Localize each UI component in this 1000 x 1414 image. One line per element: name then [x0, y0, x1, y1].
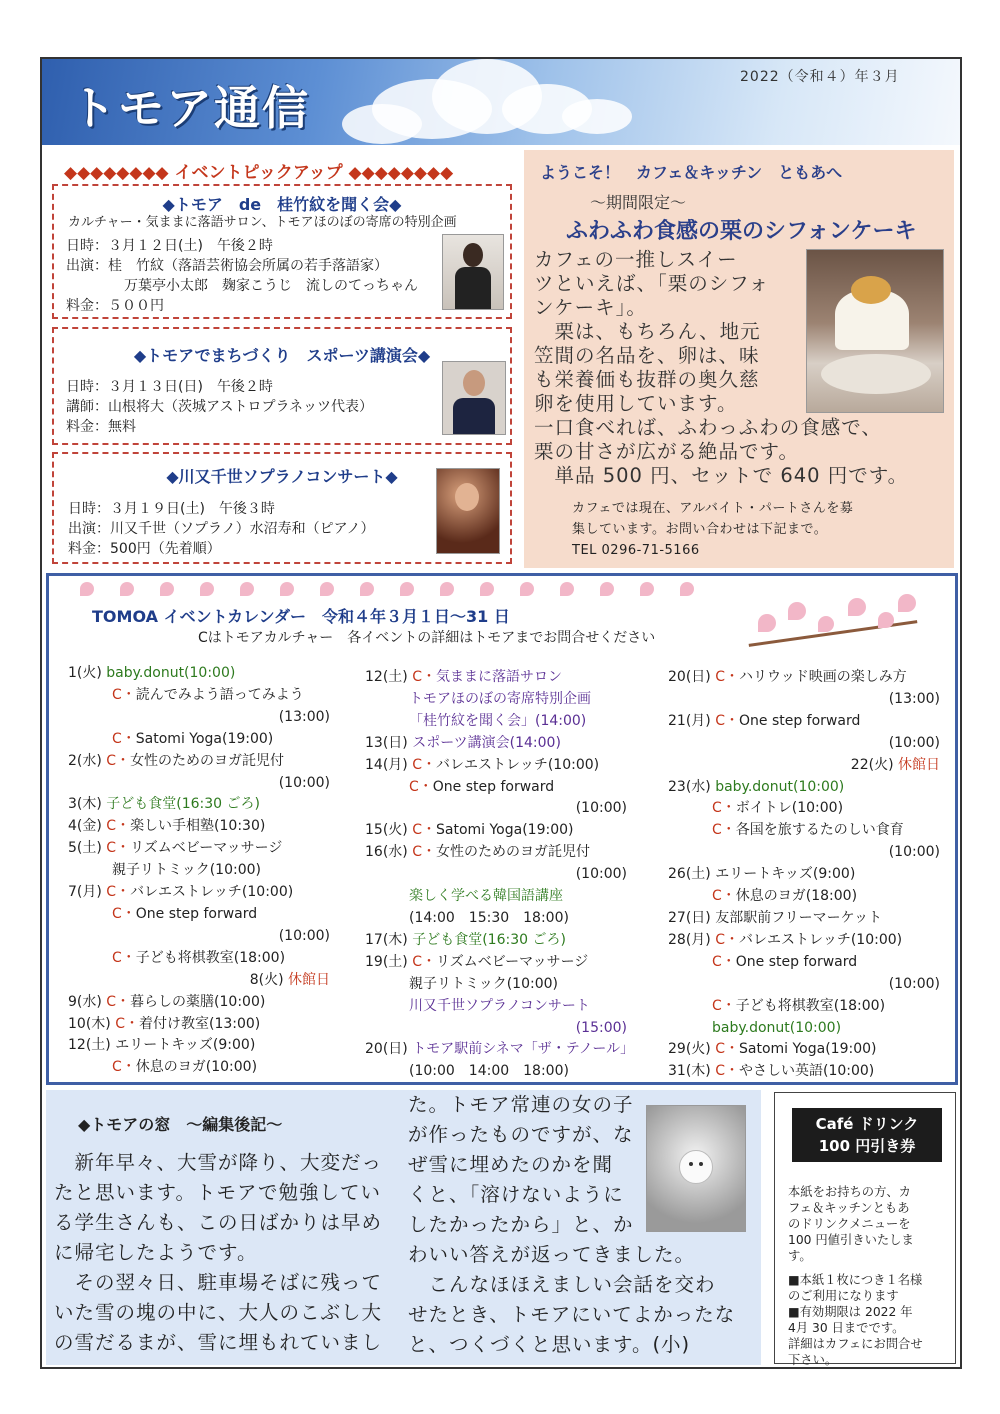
calendar-entry — [668, 667, 940, 689]
calendar-entry — [668, 798, 940, 820]
calendar-day: 20(日) — [668, 669, 716, 685]
calendar-entry — [68, 838, 330, 860]
calendar-event-text: (10:00) — [888, 734, 940, 751]
calendar-entry — [365, 908, 627, 930]
calendar-event-text: (10:00) — [888, 975, 940, 992]
calendar-entry — [68, 751, 330, 773]
calendar-day: 21(月) — [668, 712, 716, 729]
sakura-border — [80, 582, 700, 596]
calendar-entry — [68, 707, 330, 729]
calendar-entry — [365, 798, 627, 820]
calendar-entry — [68, 882, 330, 904]
culture-mark: C・ — [106, 752, 131, 769]
calendar-event-text: バレエストレッチ(10:00) — [435, 756, 600, 773]
calendar-entry — [68, 926, 330, 948]
event-lecturer: 講師：山根将大（茨城アストロプラネッツ代表） — [66, 399, 374, 415]
calendar-event-text: 各国を旅するたのしい食育 — [735, 822, 904, 839]
calendar-entry — [668, 733, 940, 755]
calendar-entry — [668, 886, 940, 908]
calendar-entry — [668, 974, 940, 996]
calendar-entry — [68, 816, 330, 838]
culture-mark: C・ — [106, 884, 131, 901]
calendar-event-text: (10:00) — [888, 844, 940, 861]
event-fee: 料金：500円（先着順） — [68, 541, 221, 557]
calendar-day: 19(土) — [365, 953, 413, 970]
calendar-event-text: 楽しい手相塾(10:30) — [130, 818, 266, 835]
calendar-event-text: 「桂竹紋を聞く会」(14:00) — [409, 712, 587, 729]
cafe-limited: ～期間限定～ — [590, 193, 687, 212]
event-box-sports — [52, 327, 512, 445]
calendar-entry — [68, 1014, 330, 1036]
calendar-entry — [68, 860, 330, 882]
editorial-left-text: 新年早々、大雪が降り、大変だっ たと思います。トモアで勉強してい る学生さんも、この日ばかりは早め に帰宅したようです。 その翌々日、駐車場そばに残って いた雪の塊の中に、大人のこぶし大 の雪だるまが、雪に埋もれていまし — [54, 1151, 383, 1354]
calendar-event-text: baby.donut(10:00) — [106, 665, 236, 681]
culture-mark: C・ — [112, 949, 136, 966]
calendar-entry — [68, 1035, 330, 1057]
culture-mark: C・ — [112, 730, 136, 747]
culture-mark: C・ — [112, 1059, 136, 1076]
newsletter-title: トモア通信 — [70, 81, 310, 135]
calendar-day: 4(金) — [68, 818, 107, 835]
culture-mark: C・ — [106, 840, 131, 857]
calendar-entry — [68, 794, 330, 816]
calendar-column-2 — [365, 667, 635, 1083]
calendar-entry — [668, 777, 940, 799]
calendar-entry — [365, 733, 627, 755]
cafe-title: ふわふわ食感の栗のシフォンケーキ — [566, 219, 917, 244]
calendar-event-text: リズムベビーマッサージ — [435, 953, 589, 970]
calendar-entry — [668, 711, 940, 733]
calendar-event-text: Satomi Yoga(19:00) — [738, 1041, 877, 1058]
culture-mark: C・ — [715, 669, 739, 685]
calendar-day: 1(火) — [68, 665, 107, 681]
cafe-heading: ようこそ！ カフェ＆キッチン ともあへ — [540, 163, 843, 182]
calendar-event-text: 休館日 — [898, 756, 940, 773]
calendar-day: 5(土) — [68, 840, 107, 857]
calendar-entry — [365, 996, 627, 1018]
calendar-event-text: (10:00) — [575, 866, 627, 883]
calendar-event-text: 女性のためのヨガ託児付 — [130, 752, 285, 769]
culture-mark: C・ — [412, 822, 436, 839]
calendar-event-text: (10:00) — [278, 927, 330, 944]
calendar-event-text: 着付け教室(13:00) — [138, 1015, 261, 1032]
event-title: ◆トモアでまちづくり スポーツ講演会◆ — [133, 346, 431, 365]
issue-date: 2022（令和４）年３月 — [740, 69, 900, 85]
calendar-day: 14(月) — [365, 756, 413, 773]
calendar-day: 27(日) — [668, 909, 716, 926]
calendar-day: 10(木) — [68, 1015, 116, 1032]
calendar-event-text: One step forward — [135, 905, 258, 922]
calendar-entry — [365, 820, 627, 842]
calendar-event-text: (10:00) — [278, 774, 330, 791]
calendar-entry — [668, 864, 940, 886]
calendar-day: 2(水) — [68, 752, 107, 769]
event-title: ◆トモア de 桂竹紋を聞く会◆ — [162, 195, 402, 214]
calendar-entry — [668, 996, 940, 1018]
pickup-heading: ◆◆◆◆◆◆◆◆ イベントピックアップ ◆◆◆◆◆◆◆◆ — [64, 163, 454, 183]
calendar-event-text: エリートキッズ(9:00) — [715, 866, 856, 883]
calendar-entry — [365, 667, 627, 689]
event-box-rakugo — [52, 184, 512, 319]
calendar-entry — [668, 755, 940, 777]
calendar-event-text: トモア駅前シネマ「ザ・テノール」 — [412, 1041, 635, 1058]
event-date: 日時：３月１２日(土) 午後２時 — [66, 238, 273, 254]
culture-mark: C・ — [106, 993, 131, 1010]
calendar-entry — [365, 1018, 627, 1040]
calendar-column-3 — [668, 667, 940, 1083]
calendar-event-text: 読んでみよう語ってみよう — [135, 686, 304, 703]
calendar-day: 31(木) — [668, 1063, 716, 1080]
lecturer-photo — [442, 361, 506, 435]
event-cast-2: 万葉亭小太郎 麹家こうじ 流しのてっちゃん — [124, 278, 418, 294]
calendar-entry — [68, 773, 330, 795]
calendar-event-text: バレエストレッチ(10:00) — [130, 884, 294, 901]
calendar-day: 3(木) — [68, 796, 107, 813]
calendar-entry — [68, 729, 330, 751]
calendar-event-text: baby.donut(10:00) — [712, 1019, 842, 1036]
culture-mark: C・ — [712, 822, 736, 839]
calendar-entry — [68, 948, 330, 970]
calendar-entry — [668, 1018, 940, 1040]
calendar-event-text: ハリウッド映画の楽しみ方 — [738, 669, 907, 685]
calendar-entry — [668, 1039, 940, 1061]
calendar-event-text: Satomi Yoga(19:00) — [135, 730, 274, 747]
calendar-event-text: スポーツ講演会(14:00) — [412, 734, 561, 751]
culture-mark: C・ — [112, 686, 136, 703]
event-date: 日時：３月１３日(日) 午後２時 — [66, 379, 273, 395]
culture-mark: C・ — [412, 844, 436, 861]
calendar-event-text: 休息のヨガ(10:00) — [135, 1059, 258, 1076]
calendar-event-text: 気ままに落語サロン — [435, 669, 562, 685]
calendar-day: 29(火) — [668, 1041, 716, 1058]
calendar-entry — [668, 689, 940, 711]
editorial-title: ◆トモアの窓 ～編集後記～ — [78, 1115, 283, 1134]
calendar-entry — [365, 930, 627, 952]
calendar-event-text: (15:00) — [575, 1019, 627, 1036]
coupon-details: 本紙をお持ちの方、カ フェ＆キッチンともあ のドリンクメニューを 100 円値引きいたしま す。 ■本紙１枚につき１名様 のご利用になります ■有効期限は 2022 年 4月 30 日までです。 詳細はカフェにお問合せ 下さい。 — [788, 1185, 923, 1367]
calendar-event-text: 女性のためのヨガ託児付 — [435, 844, 590, 861]
culture-mark: C・ — [412, 953, 436, 970]
cafe-tel: TEL 0296-71-5166 — [572, 543, 700, 558]
calendar-entry — [68, 970, 330, 992]
calendar-event-text: エリートキッズ(9:00) — [115, 1037, 256, 1054]
calendar-entry — [365, 1061, 627, 1083]
calendar-event-text: (10:00) — [575, 800, 627, 817]
calendar-entry — [668, 820, 940, 842]
event-fee: 料金：５００円 — [66, 298, 164, 314]
calendar-event-text: 親子リトミック(10:00) — [409, 975, 558, 992]
event-box-concert — [52, 452, 512, 564]
calendar-day: 15(火) — [365, 822, 413, 839]
calendar-entry — [668, 1061, 940, 1083]
calendar-event-text: 子ども将棋教室(18:00) — [135, 949, 286, 966]
calendar-event-text: One step forward — [738, 712, 861, 729]
calendar-entry — [365, 842, 627, 864]
calendar-event-text: 川又千世ソプラノコンサート — [409, 997, 590, 1014]
calendar-entry — [365, 777, 627, 799]
calendar-day: 7(月) — [68, 884, 107, 901]
calendar-entry — [365, 689, 627, 711]
event-cast: 出演：桂 竹紋（落語芸術協会所属の若手落語家） — [66, 258, 388, 274]
calendar-day: 12(土) — [68, 1037, 116, 1054]
calendar-event-text: baby.donut(10:00) — [715, 778, 845, 795]
calendar-entry — [68, 904, 330, 926]
event-subtitle: カルチャー・気ままに落語サロン、トモアほのぼの寄席の特別企画 — [68, 215, 457, 230]
calendar-event-text: ボイトレ(10:00) — [735, 800, 844, 817]
calendar-event-text: やさしい英語(10:00) — [738, 1063, 875, 1080]
sakura-branch-decoration — [748, 592, 918, 652]
event-fee: 料金：無料 — [66, 419, 136, 435]
calendar-column-1 — [68, 663, 330, 1079]
calendar-entry — [668, 842, 940, 864]
calendar-entry — [68, 663, 330, 685]
calendar-entry — [365, 1039, 635, 1061]
calendar-day: 20(日) — [365, 1041, 413, 1058]
culture-mark: C・ — [715, 1041, 739, 1058]
calendar-event-text: 楽しく学べる韓国語講座 — [409, 888, 563, 905]
editorial-right-text: た。トモア常連の女の子 が作ったものですが、な ぜ雪に埋めたのかを聞 くと、「溶けないように したかったから」と、か — [408, 1093, 634, 1236]
culture-mark: C・ — [106, 818, 131, 835]
calendar-event-text: トモアほのぼの寄席特別企画 — [409, 690, 591, 707]
calendar-entry — [365, 755, 627, 777]
calendar-day: 23(水) — [668, 778, 716, 795]
calendar-subtitle: Cはトモアカルチャー 各イベントの詳細はトモアまでお問合せください — [198, 630, 656, 646]
calendar-event-text: 親子リトミック(10:00) — [112, 862, 261, 879]
calendar-event-text: バレエストレッチ(10:00) — [738, 931, 903, 948]
calendar-event-text: 暮らしの薬膳(10:00) — [130, 993, 266, 1010]
calendar-entry — [365, 974, 627, 996]
event-title: ◆川又千世ソプラノコンサート◆ — [166, 467, 398, 486]
culture-mark: C・ — [712, 997, 736, 1014]
calendar-day: 12(土) — [365, 669, 413, 685]
calendar-day: 17(木) — [365, 931, 413, 948]
culture-mark: C・ — [715, 712, 739, 729]
calendar-event-text: 休館日 — [288, 971, 330, 988]
calendar-entry — [365, 886, 627, 908]
calendar-event-text: (14:00 15:30 18:00) — [409, 909, 569, 926]
culture-mark: C・ — [712, 953, 736, 970]
performer-photo — [442, 234, 504, 310]
calendar-entry — [668, 908, 940, 930]
calendar-day: 8(火) — [249, 971, 288, 988]
culture-mark: C・ — [712, 800, 736, 817]
calendar-entry — [668, 930, 940, 952]
calendar-event-text: 子ども食堂(16:30 ごろ) — [412, 931, 566, 948]
culture-mark: C・ — [409, 778, 433, 795]
calendar-entry — [668, 952, 940, 974]
calendar-entry — [365, 864, 627, 886]
calendar-day: 13(日) — [365, 734, 413, 751]
calendar-event-text: 子ども将棋教室(18:00) — [735, 997, 886, 1014]
calendar-event-text: One step forward — [432, 778, 555, 795]
calendar-event-text: (10:00 14:00 18:00) — [409, 1063, 569, 1080]
culture-mark: C・ — [715, 931, 739, 948]
calendar-day: 22(火) — [850, 756, 898, 773]
calendar-event-text: (13:00) — [888, 690, 940, 707]
calendar-day: 26(土) — [668, 866, 716, 883]
calendar-entry — [68, 1057, 330, 1079]
event-cast: 出演：川又千世（ソプラノ）水沼寿和（ピアノ） — [68, 521, 375, 537]
cafe-description: カフェの一推しスイー ツといえば、「栗のシフォ ンケーキ」。 栗は、もちろん、地元 笠間の名品を、卵は、味 も栄養価も抜群の奥久慈 卵を使用しています。 一口食べれば、ふわっふわの食感で、 栗の甘さが広がる絶品です。 単品 500 円、セットで 640 円です。 — [534, 248, 909, 487]
calendar-entry — [68, 685, 330, 707]
culture-mark: C・ — [715, 1063, 739, 1080]
soprano-photo — [436, 468, 500, 554]
event-date: 日時：３月１９日(土) 午後３時 — [68, 501, 275, 517]
calendar-event-text: 休息のヨガ(18:00) — [735, 888, 858, 905]
calendar-entry — [365, 711, 627, 733]
calendar-event-text: One step forward — [735, 953, 858, 970]
culture-mark: C・ — [115, 1015, 139, 1032]
calendar-event-text: 友部駅前フリーマーケット — [715, 909, 882, 926]
calendar-day: 9(水) — [68, 993, 107, 1010]
snowman-photo — [646, 1105, 746, 1232]
calendar-event-text: リズムベビーマッサージ — [130, 840, 283, 857]
culture-mark: C・ — [412, 669, 436, 685]
coupon-title: Café ドリンク 100 円引き券 — [792, 1108, 942, 1162]
calendar-title: TOMOA イベントカレンダー 令和４年３月１日～31 日 — [92, 607, 510, 626]
calendar-day: 16(水) — [365, 844, 413, 861]
calendar-entry — [68, 992, 330, 1014]
culture-mark: C・ — [112, 905, 136, 922]
calendar-day: 28(月) — [668, 931, 716, 948]
culture-mark: C・ — [712, 888, 736, 905]
calendar-event-text: Satomi Yoga(19:00) — [435, 822, 574, 839]
culture-mark: C・ — [412, 756, 436, 773]
cafe-recruit: カフェでは現在、アルバイト・パートさんを募 集しています。お問い合わせは下記まで。 TEL 0296-71-5166 — [572, 498, 853, 561]
calendar-entry — [365, 952, 627, 974]
calendar-event-text: (13:00) — [278, 708, 330, 725]
editorial-bottom-text: わいい答えが返ってきました。 こんなほほえましい会話を交わ せたとき、トモアにいてよかったな と、つくづくと思います。(小) — [408, 1243, 736, 1356]
calendar-event-text: 子ども食堂(16:30 ごろ) — [106, 796, 261, 813]
